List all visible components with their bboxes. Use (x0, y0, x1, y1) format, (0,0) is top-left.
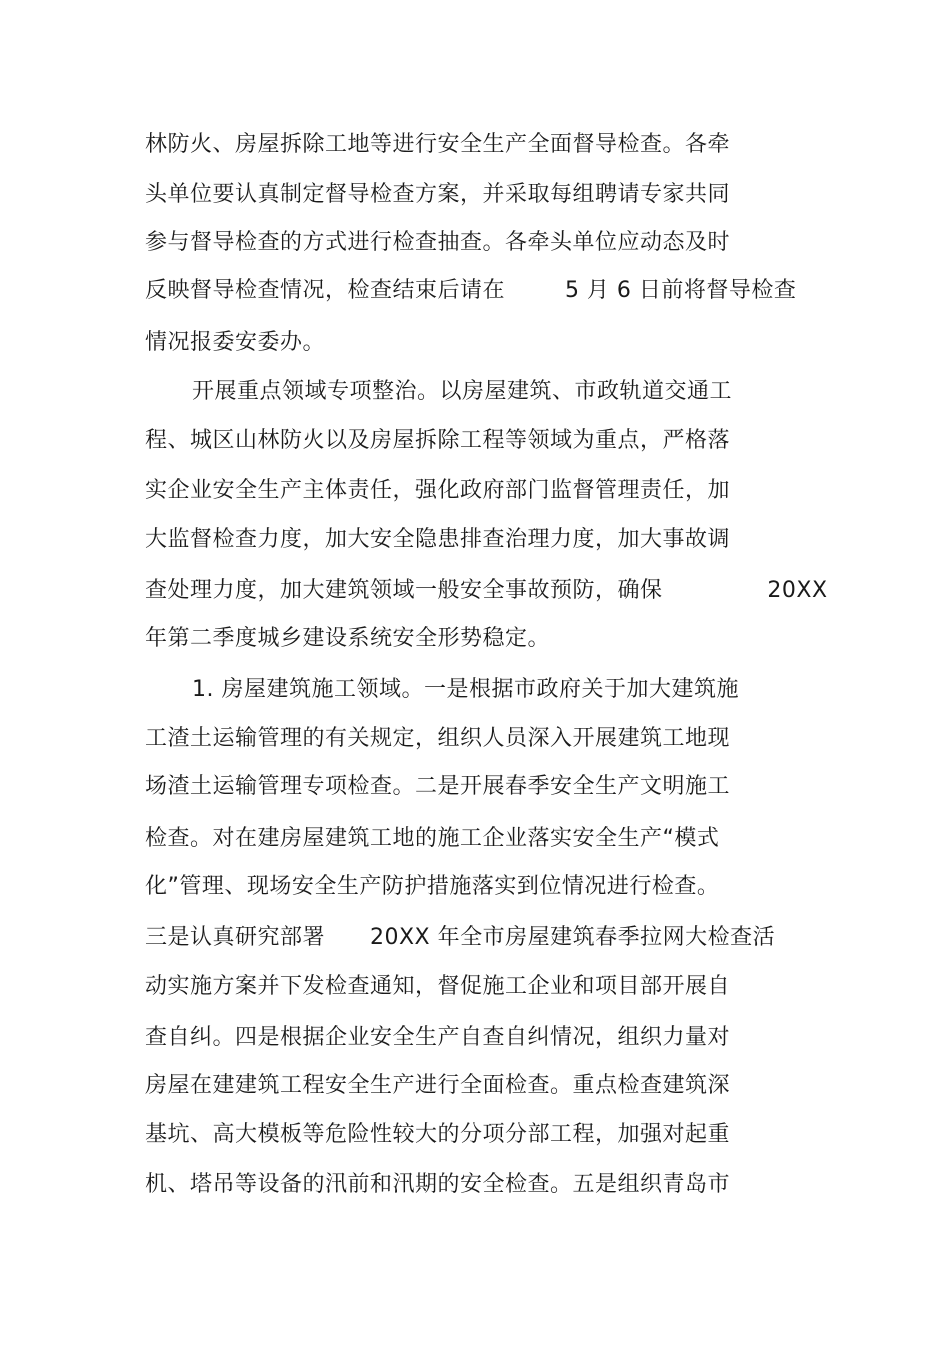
text-line: 动实施方案并下发检查通知，督促施工企业和项目部开展自 (145, 974, 731, 999)
text-line: 查处理力度，加大建筑领域一般安全事故预防，确保 20XX (145, 578, 828, 603)
text-line: 林防火、房屋拆除工地等进行安全生产全面督导检查。各牵 (145, 132, 731, 157)
text-line: 情况报委安委办。 (145, 330, 326, 355)
paragraph-first-line: 开展重点领域专项整治。以房屋建筑、市政轨道交通工 (192, 379, 733, 404)
text-line: 查自纠。四是根据企业安全生产自查自纠情况，组织力量对 (145, 1025, 731, 1050)
text-line: 反映督导检查情况，检查结束后请在 5 月 6 日前将督导检查 (145, 278, 797, 303)
text-line: 基坑、高大模板等危险性较大的分项分部工程，加强对起重 (145, 1122, 731, 1147)
text-line: 年第二季度城乡建设系统安全形势稳定。 (145, 626, 551, 651)
text-line: 程、城区山林防火以及房屋拆除工程等领域为重点，严格落 (145, 428, 731, 453)
text-line: 实企业安全生产主体责任，强化政府部门监督管理责任，加 (145, 478, 731, 503)
text-line: 化”管理、现场安全生产防护措施落实到位情况进行检查。 (145, 874, 720, 899)
paragraph-first-line: 1. 房屋建筑施工领域。一是根据市政府关于加大建筑施 (192, 677, 739, 702)
text-line: 工渣土运输管理的有关规定，组织人员深入开展建筑工地现 (145, 726, 731, 751)
text-line: 大监督检查力度，加大安全隐患排查治理力度，加大事故调 (145, 527, 731, 552)
text-line: 检查。对在建房屋建筑工地的施工企业落实安全生产“模式 (145, 826, 720, 851)
text-line: 机、塔吊等设备的汛前和汛期的安全检查。五是组织青岛市 (145, 1172, 731, 1197)
text-line: 房屋在建建筑工程安全生产进行全面检查。重点检查建筑深 (145, 1073, 731, 1098)
text-line: 头单位要认真制定督导检查方案，并采取每组聘请专家共同 (145, 182, 731, 207)
text-line: 参与督导检查的方式进行检查抽查。各牵头单位应动态及时 (145, 230, 731, 255)
text-line: 三是认真研究部署 20XX 年全市房屋建筑春季拉网大检查活 (145, 925, 776, 950)
text-line: 场渣土运输管理专项检查。二是开展春季安全生产文明施工 (145, 774, 731, 799)
